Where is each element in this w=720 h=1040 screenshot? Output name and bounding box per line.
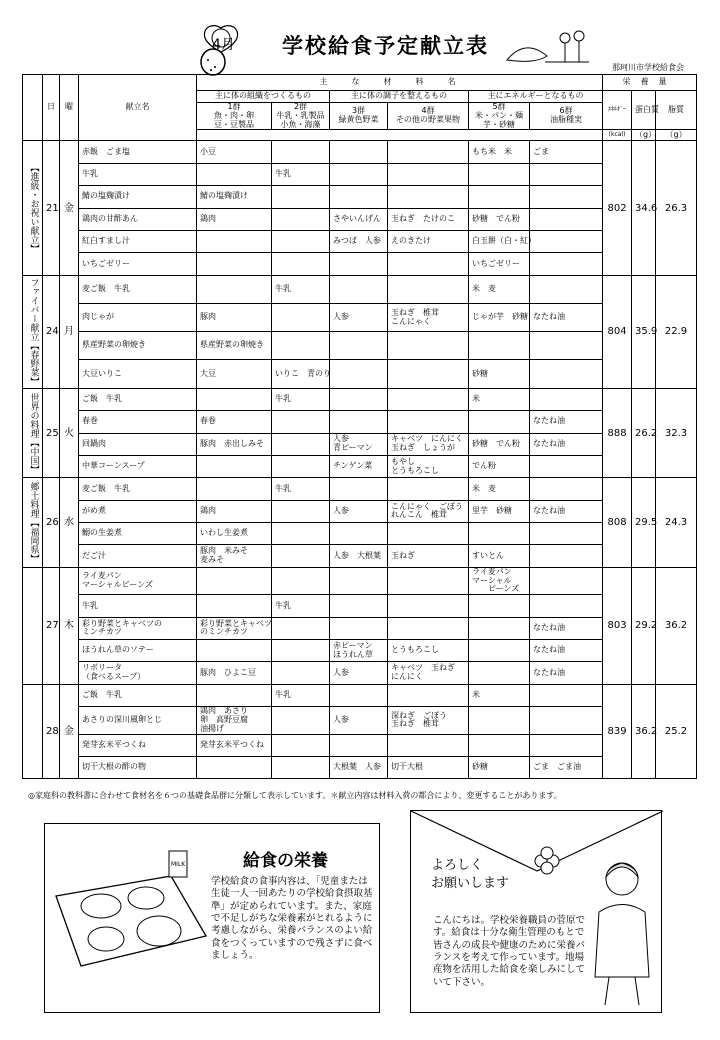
ingredient-g4: とうもろこし: [388, 640, 469, 662]
ingredient-g3: 人参 青ピーマン: [330, 433, 388, 455]
ingredient-g3: 人参: [330, 303, 388, 331]
ingredient-g4: えのきたけ: [388, 230, 469, 252]
nutrient-protein: 35.9: [632, 275, 656, 388]
svg-text:MILK: MILK: [171, 861, 186, 868]
menu-name: ほうれん草のソテー: [79, 640, 197, 662]
ingredient-g5: [469, 595, 530, 617]
table-row: [23, 360, 697, 388]
ingredient-g1: 彩り野菜とキャベツ のミンチカツ: [197, 617, 272, 639]
ingredient-g3: [330, 186, 388, 208]
ingredient-g1: 豚肉 米みそ 麦みそ: [197, 545, 272, 567]
ingredient-g2: 牛乳: [272, 275, 330, 303]
ingredient-g2: [272, 662, 330, 684]
weekday: 金: [60, 684, 79, 779]
day-number: 24: [43, 275, 60, 388]
ingredient-g3: 大根葉 人参: [330, 756, 388, 778]
unit-energy: (kcal): [603, 130, 632, 141]
ingredient-g4: キャベツ にんにく 玉ねぎ しょうが: [388, 433, 469, 455]
ingredient-g6: なたね油: [530, 640, 603, 662]
ingredient-g2: [272, 253, 330, 275]
menu-name: 中華コーンスープ: [79, 455, 197, 477]
menu-name: ライ麦パン マーシャルビーンズ: [79, 567, 197, 594]
menu-name: 牛乳: [79, 595, 197, 617]
unit-fat: （g）: [656, 130, 697, 141]
ingredient-g2: [272, 567, 330, 594]
ingredient-g6: [530, 567, 603, 594]
ingredient-g5: 白玉餅（白・紅）: [469, 230, 530, 252]
header-day: 日: [43, 75, 60, 141]
ingredient-g2: [272, 707, 330, 734]
ingredient-g1: 発芽玄米平つくね: [197, 734, 272, 756]
greeting-text: こんにちは。学校栄養職員の菅原です。給食は十分な衛生管理のもとで皆さんの成長や健康のために栄養バランスを考えて作っています。地場産物を活用した給食を楽しみにしていて下さい。: [433, 915, 586, 988]
weekday: 金: [60, 141, 79, 275]
group-adjust: 主に体の調子を整えるもの: [330, 91, 469, 103]
month-text: 4月: [212, 37, 235, 53]
sun-flower-icon: [505, 26, 590, 66]
ingredient-g2: [272, 433, 330, 455]
menu-body: [23, 141, 697, 779]
header-protein: 蛋白質: [632, 91, 656, 130]
weekday: 火: [60, 388, 79, 478]
nutrient-energy: 803: [603, 567, 632, 684]
ingredient-g5: [469, 163, 530, 185]
day-number: 25: [43, 388, 60, 478]
ingredient-g2: [272, 230, 330, 252]
ingredient-g1: 豚肉: [197, 303, 272, 331]
ingredient-g5: [469, 186, 530, 208]
table-row: [23, 141, 697, 163]
menu-name: あさりの深川風卵とじ: [79, 707, 197, 734]
table-row: [23, 756, 697, 778]
menu-name: 大豆いりこ: [79, 360, 197, 388]
nutrient-fat: 24.3: [656, 478, 697, 568]
ingredient-g2: [272, 734, 330, 756]
nutrient-protein: 29.5: [632, 478, 656, 568]
ingredient-g6: なたね油: [530, 617, 603, 639]
day-theme: 世界の料理【中国】: [23, 388, 43, 478]
menu-name: いちごゼリー: [79, 253, 197, 275]
ingredient-g4: [388, 478, 469, 500]
ingredient-g4: キャベツ 玉ねぎ にんにく: [388, 662, 469, 684]
footnote: ◎家庭科の教科書に合わせて食材名を６つの基礎食品群に分類して表示しています。＊献立内容は材料入荷の都合により、変更することがあります。: [28, 791, 562, 800]
group-4: 4群 その他の野菜果物: [388, 103, 469, 130]
ingredient-g3: [330, 478, 388, 500]
nutrient-energy: 808: [603, 478, 632, 568]
greeting-title: よろしく お願いします: [431, 858, 510, 891]
ingredient-g3: [330, 411, 388, 433]
nutrient-protein: 29.2: [632, 567, 656, 684]
ingredient-g3: [330, 360, 388, 388]
ingredient-g3: [330, 567, 388, 594]
table-row: [23, 230, 697, 252]
ingredient-g5: 米: [469, 684, 530, 706]
ingredient-g6: [530, 545, 603, 567]
ingredient-g2: 牛乳: [272, 478, 330, 500]
menu-name: 鶏肉の甘酢あん: [79, 208, 197, 230]
ingredient-g2: 牛乳: [272, 684, 330, 706]
ingredient-g5: [469, 734, 530, 756]
ingredient-g6: ごま: [530, 141, 603, 163]
ingredient-g6: [530, 230, 603, 252]
table-row: [23, 734, 697, 756]
ingredient-g4: [388, 275, 469, 303]
menu-name: ご飯 牛乳: [79, 684, 197, 706]
ingredient-g6: [530, 595, 603, 617]
ingredient-g5: [469, 411, 530, 433]
ingredient-g1: [197, 567, 272, 594]
ingredient-g6: [530, 523, 603, 545]
ingredient-g4: [388, 595, 469, 617]
ingredient-g3: 人参: [330, 500, 388, 522]
ingredient-g1: [197, 275, 272, 303]
table-row: [23, 567, 697, 594]
group-5: 5群 米・パン・麺 芋・砂糖: [469, 103, 530, 130]
ingredient-g2: 牛乳: [272, 388, 330, 410]
ingredient-g1: 鶏肉: [197, 208, 272, 230]
ingredient-g4: [388, 523, 469, 545]
table-row: [23, 186, 697, 208]
ingredient-g1: [197, 684, 272, 706]
ingredient-g5: すいとん: [469, 545, 530, 567]
ingredient-g5: 砂糖: [469, 756, 530, 778]
ingredient-g2: [272, 756, 330, 778]
header: [0, 0, 720, 75]
ingredient-g6: [530, 163, 603, 185]
ingredient-g5: [469, 640, 530, 662]
ingredient-g1: 鶏肉 あさり 卵 高野豆腐 油揚げ: [197, 707, 272, 734]
ingredient-g4: [388, 734, 469, 756]
menu-name: 県産野菜の卵焼き: [79, 332, 197, 360]
ingredient-g4: 玉ねぎ 椎茸 こんにゃく: [388, 303, 469, 331]
organization-name: 那珂川市学校給食会: [612, 63, 684, 72]
ingredient-g1: [197, 163, 272, 185]
menu-name: 赤飯 ごま塩: [79, 141, 197, 163]
ingredient-g4: [388, 567, 469, 594]
ingredient-g4: [388, 388, 469, 410]
ingredient-g5: もち米 米: [469, 141, 530, 163]
ingredient-g3: 人参 大根葉: [330, 545, 388, 567]
ingredient-g2: [272, 303, 330, 331]
ingredient-g1: 鶏肉: [197, 500, 272, 522]
ingredient-g3: さやいんげん: [330, 208, 388, 230]
ingredient-g4: [388, 411, 469, 433]
header-menu: 献立名: [79, 75, 197, 141]
table-row: [23, 163, 697, 185]
ingredient-g6: [530, 478, 603, 500]
nutrient-fat: 25.2: [656, 684, 697, 779]
nutrient-fat: 26.3: [656, 141, 697, 275]
ingredient-g6: [530, 388, 603, 410]
nutritionist-person-icon: [587, 857, 657, 1007]
ingredient-g3: 人参: [330, 707, 388, 734]
ingredient-g1: [197, 756, 272, 778]
day-number: 26: [43, 478, 60, 568]
ingredient-g6: [530, 734, 603, 756]
ingredient-g4: 玉ねぎ たけのこ: [388, 208, 469, 230]
header-fat: 脂質: [656, 91, 697, 130]
day-theme: ファイバー献立【春野菜】: [23, 275, 43, 388]
menu-name: 牛乳: [79, 163, 197, 185]
ingredient-g1: 小豆: [197, 141, 272, 163]
ingredient-g1: [197, 478, 272, 500]
header-nutrition: 栄養量: [603, 75, 697, 91]
ingredient-g1: 大豆: [197, 360, 272, 388]
table-row: [23, 523, 697, 545]
ingredient-g6: [530, 208, 603, 230]
table-row: [23, 332, 697, 360]
group-3: 3群 緑黄色野菜: [330, 103, 388, 130]
ingredient-g5: 米 麦: [469, 275, 530, 303]
nutrient-protein: 34.6: [632, 141, 656, 275]
ingredient-g5: 砂糖 でん粉: [469, 433, 530, 455]
menu-name: ご飯 牛乳: [79, 388, 197, 410]
ingredient-g2: [272, 523, 330, 545]
ingredient-g4: 深ねぎ ごぼう 玉ねぎ 椎茸: [388, 707, 469, 734]
ingredient-g3: [330, 684, 388, 706]
ingredient-g6: [530, 253, 603, 275]
ingredient-g5: 米 麦: [469, 478, 530, 500]
ingredient-g6: なたね油: [530, 433, 603, 455]
menu-name: 鰯の生姜煮: [79, 523, 197, 545]
ingredient-g4: [388, 163, 469, 185]
ingredient-g1: 豚肉 ひよこ豆: [197, 662, 272, 684]
table-row: [23, 303, 697, 331]
ingredient-g3: [330, 275, 388, 303]
ingredient-g4: [388, 253, 469, 275]
ingredient-g2: 牛乳: [272, 163, 330, 185]
table-row: [23, 500, 697, 522]
header-weekday: 曜: [60, 75, 79, 141]
menu-name: 回鍋肉: [79, 433, 197, 455]
ingredient-g2: [272, 141, 330, 163]
ingredient-g1: 鯖の塩麹漬け: [197, 186, 272, 208]
ingredient-g6: [530, 186, 603, 208]
nutrient-energy: 804: [603, 275, 632, 388]
unit-protein: （g）: [632, 130, 656, 141]
ingredient-g5: 砂糖: [469, 360, 530, 388]
menu-name: リボリータ （食べるスープ）: [79, 662, 197, 684]
menu-name: 麦ご飯 牛乳: [79, 478, 197, 500]
group-body: 主に体の組織をつくるもの: [197, 91, 330, 103]
ingredient-g3: [330, 253, 388, 275]
ingredient-g2: [272, 545, 330, 567]
ingredient-g5: [469, 662, 530, 684]
ingredient-g4: [388, 141, 469, 163]
ingredient-g2: [272, 411, 330, 433]
ingredient-g2: [272, 332, 330, 360]
day-theme: 【進級・お祝い献立】: [23, 141, 43, 275]
header-energy: ｴﾈﾙｷﾞｰ: [603, 91, 632, 130]
ingredient-g1: [197, 230, 272, 252]
nutrient-protein: 26.2: [632, 388, 656, 478]
day-theme: [23, 567, 43, 684]
group-energy: 主にエネルギーとなるもの: [469, 91, 603, 103]
table-row: [23, 275, 697, 303]
ingredient-g4: 切干大根: [388, 756, 469, 778]
ingredient-g6: [530, 275, 603, 303]
ingredient-g2: [272, 186, 330, 208]
menu-name: 彩り野菜とキャベツの ミンチカツ: [79, 617, 197, 639]
group-2: 2群 牛乳・乳製品 小魚・海藻: [272, 103, 330, 130]
ingredient-g5: [469, 617, 530, 639]
nutrition-title: 給食の栄養: [243, 851, 328, 871]
table-row: [23, 662, 697, 684]
table-row: [23, 478, 697, 500]
table-row: [23, 411, 697, 433]
ingredient-g2: いりこ 青のり: [272, 360, 330, 388]
table-row: [23, 545, 697, 567]
table-row: [23, 640, 697, 662]
table-row: [23, 617, 697, 639]
ingredient-g3: 人参: [330, 662, 388, 684]
table-row: [23, 595, 697, 617]
day-number: 21: [43, 141, 60, 275]
nutrient-energy: 839: [603, 684, 632, 779]
header-main-ingredients: 主な材料名: [197, 75, 603, 91]
ingredient-g3: [330, 523, 388, 545]
menu-table: [22, 74, 697, 779]
ingredient-g5: [469, 332, 530, 360]
nutrient-energy: 802: [603, 141, 632, 275]
table-row: [23, 208, 697, 230]
table-row: [23, 707, 697, 734]
ingredient-g5: 米: [469, 388, 530, 410]
page-title: 学校給食予定献立表: [282, 34, 489, 58]
nutrient-fat: 22.9: [656, 275, 697, 388]
ingredient-g3: 赤ピーマン ほうれん草: [330, 640, 388, 662]
nutrient-protein: 36.2: [632, 684, 656, 779]
ingredient-g6: なたね油: [530, 303, 603, 331]
ingredient-g6: [530, 455, 603, 477]
ingredient-g6: [530, 707, 603, 734]
day-theme: 郷土料理【福岡県】: [23, 478, 43, 568]
table-row: [23, 684, 697, 706]
ingredient-g1: [197, 595, 272, 617]
ingredient-g3: [330, 734, 388, 756]
greeting-box: [410, 810, 662, 1013]
ingredient-g4: [388, 617, 469, 639]
menu-name: 肉じゃが: [79, 303, 197, 331]
ingredient-g2: [272, 640, 330, 662]
ingredient-g3: [330, 332, 388, 360]
month-badge-icon: [198, 22, 244, 78]
group-1: 1群 魚・肉・卵 豆・豆製品: [197, 103, 272, 130]
ingredient-g5: 砂糖 でん粉: [469, 208, 530, 230]
ingredient-g1: [197, 253, 272, 275]
ingredient-g5: 里芋 砂糖: [469, 500, 530, 522]
ingredient-g3: [330, 388, 388, 410]
ingredient-g4: 玉ねぎ: [388, 545, 469, 567]
ingredient-g2: [272, 455, 330, 477]
ingredient-g6: ごま ごま油: [530, 756, 603, 778]
ingredient-g3: チンゲン菜: [330, 455, 388, 477]
ingredient-g6: [530, 684, 603, 706]
ingredient-g1: [197, 388, 272, 410]
group-6: 6群 油脂種実: [530, 103, 603, 130]
nutrient-fat: 32.3: [656, 388, 697, 478]
ingredient-g1: いわし生姜煮: [197, 523, 272, 545]
ingredient-g3: [330, 617, 388, 639]
nutrition-box: [44, 823, 380, 1013]
ingredient-g6: [530, 360, 603, 388]
day-number: 28: [43, 684, 60, 779]
table-row: [23, 253, 697, 275]
menu-name: 発芽玄米平つくね: [79, 734, 197, 756]
ingredient-g4: [388, 332, 469, 360]
table-row: [23, 433, 697, 455]
ingredient-g4: [388, 186, 469, 208]
ingredient-g4: [388, 684, 469, 706]
ingredient-g1: [197, 455, 272, 477]
ingredient-g5: いちごゼリー: [469, 253, 530, 275]
menu-name: 鯖の塩麹漬け: [79, 186, 197, 208]
ingredient-g3: みつば 人参: [330, 230, 388, 252]
ingredient-g1: 県産野菜の卵焼き: [197, 332, 272, 360]
ingredient-g1: 豚肉 赤出しみそ: [197, 433, 272, 455]
ingredient-g5: [469, 523, 530, 545]
ingredient-g2: [272, 500, 330, 522]
nutrition-text: 学校給食の食事内容は、「児童または生徒一人一回あたりの学校給食摂取基準」が定められています。また、家庭で不足しがちな栄養素がとれるように考慮しながら、栄養バランスのよい給食をつくっていますので残さずに食べましょう。: [211, 876, 373, 962]
ingredient-g2: [272, 617, 330, 639]
ingredient-g4: [388, 360, 469, 388]
ingredient-g2: 牛乳: [272, 595, 330, 617]
ingredient-g2: [272, 208, 330, 230]
nutrient-energy: 888: [603, 388, 632, 478]
ingredient-g1: 春巻: [197, 411, 272, 433]
table-row: [23, 388, 697, 410]
ingredient-g1: [197, 640, 272, 662]
ingredient-g5: ライ麦パン マーシャル ビーンズ: [469, 567, 530, 594]
weekday: 水: [60, 478, 79, 568]
ingredient-g3: [330, 163, 388, 185]
nutrient-fat: 36.2: [656, 567, 697, 684]
school-lunch-tray-icon: [51, 836, 211, 986]
table-row: [23, 455, 697, 477]
ingredient-g6: なたね油: [530, 500, 603, 522]
menu-name: 春巻: [79, 411, 197, 433]
ingredient-g6: なたね油: [530, 662, 603, 684]
menu-name: 切干大根の酢の物: [79, 756, 197, 778]
ingredient-g5: でん粉: [469, 455, 530, 477]
day-number: 27: [43, 567, 60, 684]
ingredient-g3: [330, 141, 388, 163]
ingredient-g4: もやし とうもろこし: [388, 455, 469, 477]
ingredient-g5: [469, 707, 530, 734]
weekday: 月: [60, 275, 79, 388]
ingredient-g6: なたね油: [530, 411, 603, 433]
day-theme: [23, 684, 43, 779]
menu-name: 紅白すまし汁: [79, 230, 197, 252]
menu-name: だご汁: [79, 545, 197, 567]
ingredient-g4: こんにゃく ごぼう れんこん 椎茸: [388, 500, 469, 522]
menu-name: がめ煮: [79, 500, 197, 522]
ingredient-g5: じゃが芋 砂糖: [469, 303, 530, 331]
menu-name: 麦ご飯 牛乳: [79, 275, 197, 303]
ingredient-g6: [530, 332, 603, 360]
ingredient-g3: [330, 595, 388, 617]
weekday: 木: [60, 567, 79, 684]
